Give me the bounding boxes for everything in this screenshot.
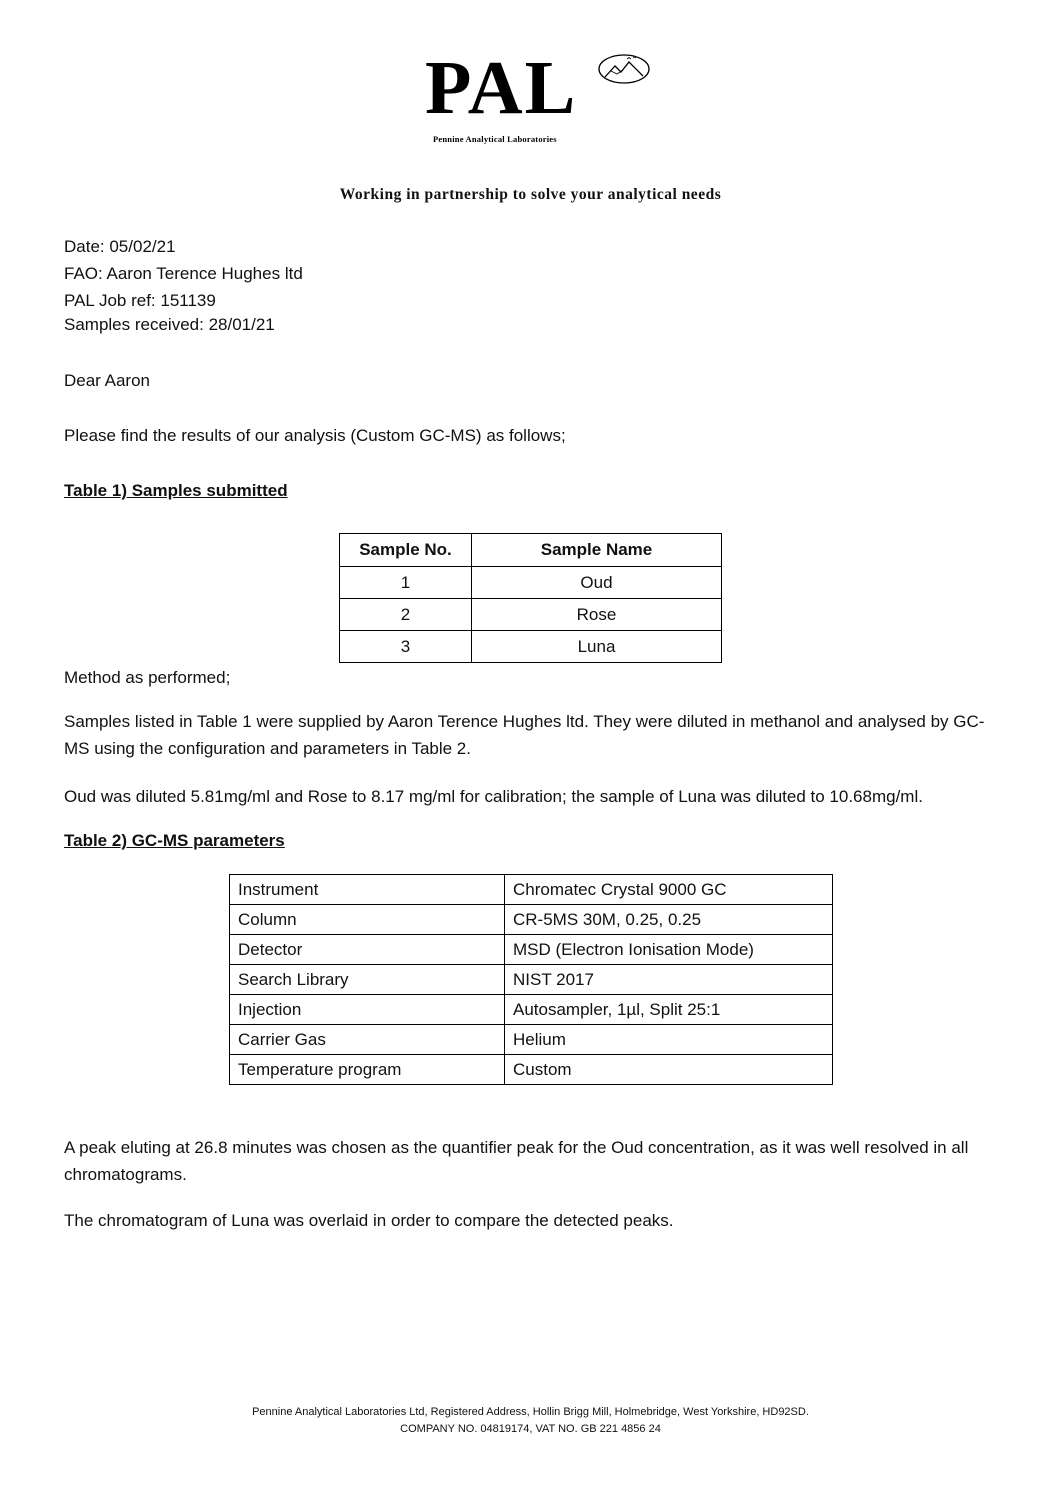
table2-heading: Table 2) GC-MS parameters xyxy=(64,831,285,850)
table-cell: Rose xyxy=(472,599,722,631)
fao-line: FAO: Aaron Terence Hughes ltd xyxy=(64,264,303,283)
table-header-row xyxy=(340,534,722,567)
parameter-value: Custom xyxy=(505,1055,833,1085)
quantifier-paragraph: A peak eluting at 26.8 minutes was chosen as the quantifier peak for the Oud concentration, as it was well resolved in all chromatograms. xyxy=(64,1138,969,1184)
gcms-parameters-table xyxy=(229,874,833,1085)
footer-company-info: COMPANY NO. 04819174, VAT NO. GB 221 4856 24 xyxy=(400,1423,661,1435)
table-row xyxy=(230,965,833,995)
table-row xyxy=(230,995,833,1025)
pal-logo xyxy=(425,48,665,148)
parameter-label: Column xyxy=(230,905,505,935)
parameter-label: Detector xyxy=(230,935,505,965)
footer-address: Pennine Analytical Laboratories Ltd, Registered Address, Hollin Brigg Mill, Holmebridge, West Yorkshire, HD92SD. xyxy=(252,1406,809,1418)
table-row xyxy=(230,935,833,965)
logo-text: PAL xyxy=(425,46,578,130)
dilution-paragraph: Oud was diluted 5.81mg/ml and Rose to 8.17 mg/ml for calibration; the sample of Luna was diluted to 10.68mg/ml. xyxy=(64,787,923,806)
table-row xyxy=(340,567,722,599)
table-row xyxy=(230,1055,833,1085)
tagline: Working in partnership to solve your analytical needs xyxy=(339,186,722,203)
table-row xyxy=(230,1025,833,1055)
parameter-value: Helium xyxy=(505,1025,833,1055)
table-row xyxy=(340,631,722,663)
parameter-value: MSD (Electron Ionisation Mode) xyxy=(505,935,833,965)
table-row xyxy=(230,875,833,905)
parameter-value: CR-5MS 30M, 0.25, 0.25 xyxy=(505,905,833,935)
intro-text: Please find the results of our analysis (Custom GC-MS) as follows; xyxy=(64,426,566,445)
column-header: Sample Name xyxy=(472,534,722,567)
table-cell: 1 xyxy=(340,567,472,599)
table-cell: 3 xyxy=(340,631,472,663)
parameter-label: Injection xyxy=(230,995,505,1025)
parameter-label: Temperature program xyxy=(230,1055,505,1085)
parameter-label: Carrier Gas xyxy=(230,1025,505,1055)
table-cell: 2 xyxy=(340,599,472,631)
samples-table xyxy=(339,533,722,663)
column-header: Sample No. xyxy=(340,534,472,567)
mountain-emblem-icon xyxy=(597,52,651,86)
parameter-label: Instrument xyxy=(230,875,505,905)
overlay-paragraph: The chromatogram of Luna was overlaid in order to compare the detected peaks. xyxy=(64,1211,674,1230)
date-line: Date: 05/02/21 xyxy=(64,237,176,256)
logo-subtitle: Pennine Analytical Laboratories xyxy=(433,134,557,144)
table-cell: Luna xyxy=(472,631,722,663)
table-cell: Oud xyxy=(472,567,722,599)
method-label: Method as performed; xyxy=(64,668,231,687)
greeting: Dear Aaron xyxy=(64,371,150,390)
parameter-label: Search Library xyxy=(230,965,505,995)
table-row xyxy=(230,905,833,935)
parameter-value: Autosampler, 1µl, Split 25:1 xyxy=(505,995,833,1025)
samples-received-line: Samples received: 28/01/21 xyxy=(64,315,275,334)
parameter-value: NIST 2017 xyxy=(505,965,833,995)
parameter-value: Chromatec Crystal 9000 GC xyxy=(505,875,833,905)
table1-heading: Table 1) Samples submitted xyxy=(64,481,288,500)
job-ref-line: PAL Job ref: 151139 xyxy=(64,291,216,310)
table-row xyxy=(340,599,722,631)
method-paragraph: Samples listed in Table 1 were supplied by Aaron Terence Hughes ltd. They were diluted in methanol and analysed by GC-MS using the configuration and parameters in Table 2. xyxy=(64,712,985,758)
